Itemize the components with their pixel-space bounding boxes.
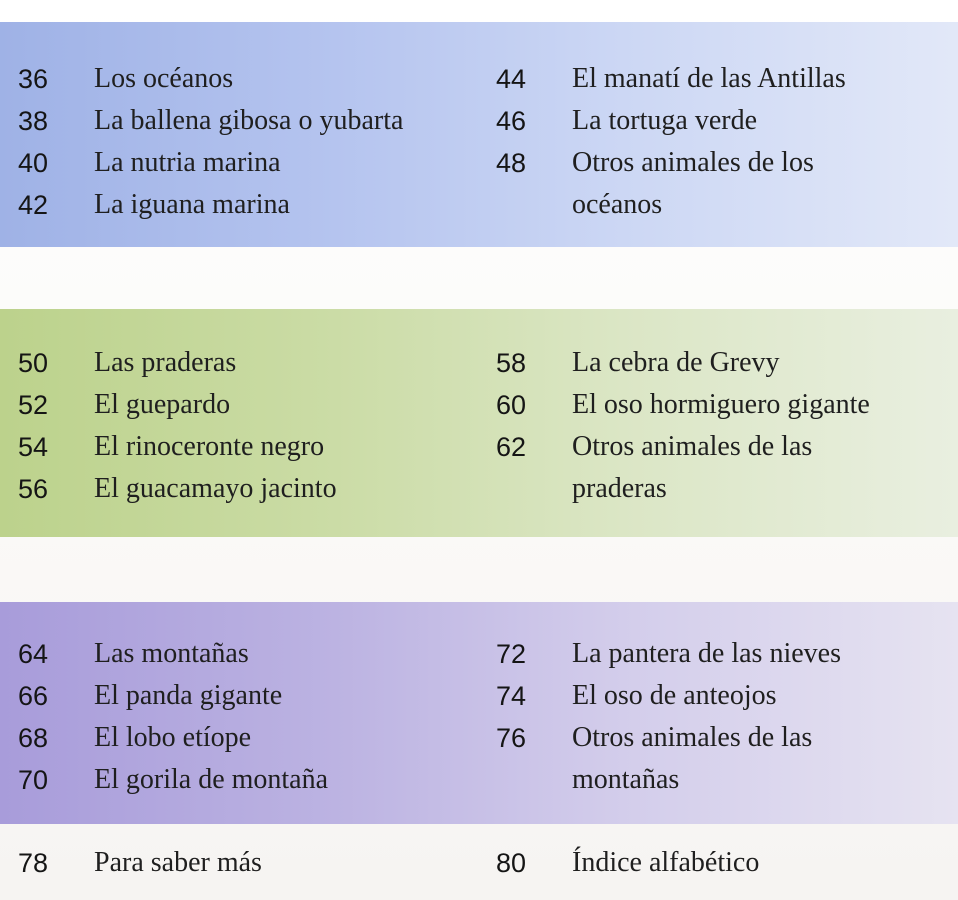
page-number: 68 xyxy=(18,723,49,753)
entry-title: La tortuga verde xyxy=(572,105,758,136)
entry-title: El gorila de montaña xyxy=(94,764,329,795)
toc-entry[interactable] xyxy=(18,100,488,142)
entry-title: El guepardo xyxy=(94,389,231,420)
toc-entry[interactable] xyxy=(496,142,956,226)
toc-entry[interactable] xyxy=(496,675,956,717)
page-number: 60 xyxy=(496,390,527,420)
toc-entry[interactable] xyxy=(18,842,488,884)
toc-entry[interactable] xyxy=(18,468,488,510)
entry-title: Otros animales de las montañas xyxy=(572,722,813,795)
extra-right-column xyxy=(496,842,956,884)
toc-entry[interactable] xyxy=(496,633,956,675)
section-grasslands xyxy=(0,309,958,537)
page-number: 62 xyxy=(496,432,527,462)
entry-title: Para saber más xyxy=(94,847,262,878)
page-number: 46 xyxy=(496,106,527,136)
entry-title: El oso hormiguero gigante xyxy=(572,389,870,420)
grasslands-left-column xyxy=(18,342,488,510)
entry-title: El oso de anteojos xyxy=(572,680,777,711)
page-number: 58 xyxy=(496,348,527,378)
page-number: 54 xyxy=(18,432,49,462)
page-number: 76 xyxy=(496,723,527,753)
page-number: 50 xyxy=(18,348,49,378)
mountains-left-column xyxy=(18,633,488,801)
page-number: 78 xyxy=(18,848,49,878)
page-number: 80 xyxy=(496,848,527,878)
entry-title: El lobo etíope xyxy=(94,722,252,753)
page-number: 66 xyxy=(18,681,49,711)
page-number: 48 xyxy=(496,148,527,178)
page-number: 36 xyxy=(18,64,49,94)
entry-title: Las montañas xyxy=(94,638,249,669)
mountains-right-column xyxy=(496,633,956,801)
toc-entry[interactable] xyxy=(18,58,488,100)
toc-entry[interactable] xyxy=(496,384,956,426)
page-number: 40 xyxy=(18,148,49,178)
toc-entry[interactable] xyxy=(18,717,488,759)
entry-title: El guacamayo jacinto xyxy=(94,473,337,504)
entry-title: El manatí de las Antillas xyxy=(572,63,846,94)
toc-entry[interactable] xyxy=(496,426,956,510)
toc-entry[interactable] xyxy=(18,184,488,226)
entry-title: Otros animales de las praderas xyxy=(572,431,813,504)
toc-entry[interactable] xyxy=(496,100,956,142)
page-number: 56 xyxy=(18,474,49,504)
page-number: 70 xyxy=(18,765,49,795)
grasslands-right-column xyxy=(496,342,956,510)
toc-entry[interactable] xyxy=(496,58,956,100)
entry-title: La iguana marina xyxy=(94,189,290,220)
toc-entry[interactable] xyxy=(18,384,488,426)
toc-entry[interactable] xyxy=(18,426,488,468)
toc-entry[interactable] xyxy=(18,759,488,801)
section-extra xyxy=(0,824,958,900)
entry-title: El panda gigante xyxy=(94,680,283,711)
section-oceans xyxy=(0,22,958,247)
entry-title: Los océanos xyxy=(94,63,234,94)
extra-left-column xyxy=(18,842,488,884)
entry-title: Las praderas xyxy=(94,347,237,378)
toc-entry[interactable] xyxy=(18,142,488,184)
toc-entry[interactable] xyxy=(18,342,488,384)
toc-entry[interactable] xyxy=(18,633,488,675)
toc-entry[interactable] xyxy=(496,717,956,801)
entry-title: La ballena gibosa o yubarta xyxy=(94,105,404,136)
page-number: 44 xyxy=(496,64,527,94)
oceans-right-column xyxy=(496,58,956,226)
entry-title: La nutria marina xyxy=(94,147,281,178)
oceans-left-column xyxy=(18,58,488,226)
entry-title: La pantera de las nieves xyxy=(572,638,841,669)
page-number: 64 xyxy=(18,639,49,669)
toc-entry[interactable] xyxy=(496,842,956,884)
page-number: 72 xyxy=(496,639,527,669)
entry-title: Índice alfabético xyxy=(572,847,760,878)
page-number: 52 xyxy=(18,390,49,420)
entry-title: La cebra de Grevy xyxy=(572,347,780,378)
entry-title: Otros animales de los océanos xyxy=(572,147,814,220)
page-number: 74 xyxy=(496,681,527,711)
page-number: 38 xyxy=(18,106,49,136)
toc-entry[interactable] xyxy=(18,675,488,717)
page-number: 42 xyxy=(18,190,49,220)
section-mountains xyxy=(0,602,958,824)
toc-entry[interactable] xyxy=(496,342,956,384)
entry-title: El rinoceronte negro xyxy=(94,431,325,462)
